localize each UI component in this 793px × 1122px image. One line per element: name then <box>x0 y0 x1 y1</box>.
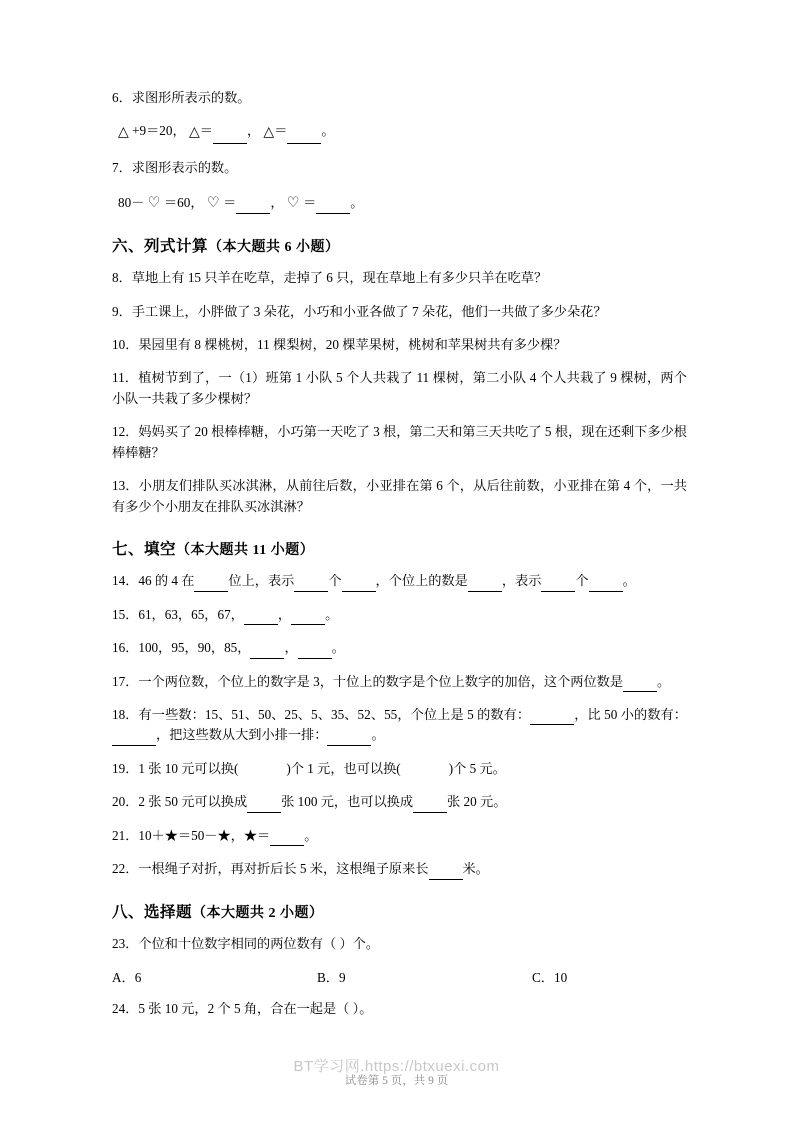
answer-blank[interactable] <box>244 612 278 626</box>
question-15-p1: 15．61，63，65，67， <box>112 606 244 622</box>
question-6-number: 6． <box>112 90 132 105</box>
answer-blank[interactable] <box>429 866 463 880</box>
question-18-p4: 。 <box>371 727 385 743</box>
answer-blank[interactable] <box>247 799 281 813</box>
question-20-p2: 张 100 元，也可以换成 <box>281 794 414 810</box>
question-8: 8．草地上有 15 只羊在吃草，走掉了 6 只，现在草地上有多少只羊在吃草？ <box>112 270 548 286</box>
question-14-p7: 。 <box>622 573 636 589</box>
question-7-expr-e: ＝ <box>303 194 317 210</box>
heart-icon: ♡ <box>147 194 161 211</box>
document-content <box>112 88 687 1033</box>
question-23-options <box>112 967 687 986</box>
heart-icon: ♡ <box>206 194 220 211</box>
question-6-text: 求图形所表示的数。 <box>131 90 251 105</box>
answer-blank[interactable] <box>194 578 228 592</box>
question-19-p2: )个 1 元，也可以换( <box>286 760 401 776</box>
answer-blank[interactable] <box>294 578 328 592</box>
question-20 <box>112 792 687 812</box>
option-c[interactable]: C．10 <box>532 970 568 986</box>
question-23: 23．个位和十位数字相同的两位数有（ ）个。 <box>112 935 380 951</box>
question-14-p1: 14．46 的 4 在 <box>112 573 195 589</box>
question-20-p3: 张 20 元。 <box>447 794 507 810</box>
question-6-expr-e: 。 <box>321 123 335 139</box>
question-6-expr-c: ， <box>246 123 261 139</box>
question-16-p3: 。 <box>331 640 345 656</box>
question-19-p1: 19．1 张 10 元可以换( <box>112 760 239 776</box>
answer-blank[interactable] <box>213 131 247 145</box>
answer-blank[interactable] <box>623 678 657 692</box>
answer-blank[interactable] <box>589 578 623 592</box>
answer-blank[interactable] <box>342 578 376 592</box>
answer-blank[interactable] <box>250 645 284 659</box>
question-14 <box>112 571 687 591</box>
section-heading-7 <box>112 537 687 559</box>
section-heading-6 <box>112 234 687 256</box>
answer-blank[interactable] <box>468 578 502 592</box>
question-7 <box>112 158 687 178</box>
question-6-expr-a: +9＝20， <box>132 123 186 139</box>
triangle-icon: △ <box>118 125 129 141</box>
question-7-expression <box>112 192 687 214</box>
question-20-p1: 20．2 张 50 元可以换成 <box>112 794 248 810</box>
question-15-p2: ， <box>277 606 292 622</box>
question-6-expr-b: ＝ <box>199 123 213 139</box>
question-14-p3: 个 <box>328 573 342 589</box>
question-14-p5: ，表示 <box>501 573 542 589</box>
section-7-count: （本大题共 11 小题） <box>176 543 315 559</box>
question-16-p1: 16．100，95，90，85， <box>112 640 251 656</box>
question-21 <box>112 826 687 846</box>
question-11: 11．植树节到了，一（1）班第 1 小队 5 个人共栽了 11 棵树，第二小队 4 个人共栽了 9 棵树，两个小队一共栽了多少棵树？ <box>112 370 687 406</box>
question-16-p2: ， <box>284 640 298 656</box>
question-13: 13．小朋友们排队买冰淇淋，从前往后数，小亚排在第 6 个，从后往前数，小亚排在第 4 个，一共有多少个小朋友在排队买冰淇淋？ <box>112 478 687 514</box>
answer-blank[interactable] <box>413 799 447 813</box>
question-22-p1: 22．一根绳子对折，再对折后长 5 米，这根绳子原来长 <box>112 861 429 877</box>
question-14-p4: ，个位上的数是 <box>375 573 468 589</box>
question-7-expr-c: ＝ <box>223 194 237 210</box>
option-b[interactable]: B．9 <box>317 970 346 986</box>
question-18-p3: ，把这些数从大到小排一排： <box>156 727 328 743</box>
question-14-p6: 个 <box>575 573 589 589</box>
question-22-p2: 米。 <box>462 861 489 877</box>
question-15 <box>112 605 687 625</box>
triangle-icon: △ <box>188 125 200 141</box>
question-7-text: 求图形表示的数。 <box>131 160 238 176</box>
page-footer: 试卷第 5 页，共 9 页 <box>344 1075 449 1087</box>
answer-blank[interactable] <box>112 732 156 746</box>
section-8-title: 八、选择题 <box>112 903 193 921</box>
answer-blank[interactable] <box>236 201 270 215</box>
section-6-title: 六、列式计算 <box>112 238 209 256</box>
answer-blank[interactable] <box>541 578 575 592</box>
section-8-count: （本大题共 2 小题） <box>192 905 324 921</box>
answer-blank[interactable] <box>291 612 325 626</box>
heart-icon: ♡ <box>286 194 300 211</box>
question-17-p2: 。 <box>657 673 671 689</box>
question-9: 9．手工课上，小胖做了 3 朵花，小巧和小亚各做了 7 朵花，他们一共做了多少朵花？ <box>112 303 607 319</box>
question-22 <box>112 859 687 879</box>
question-16 <box>112 638 687 658</box>
question-6-expression <box>112 121 687 144</box>
option-a[interactable]: A．6 <box>112 970 142 986</box>
question-18-p2: ，比 50 小的数有： <box>574 706 687 722</box>
question-10: 10．果园里有 8 棵桃树，11 棵梨树，20 棵苹果树，桃树和苹果树共有多少棵？ <box>112 336 567 352</box>
question-15-p3: 。 <box>325 606 339 622</box>
answer-blank[interactable] <box>287 131 321 145</box>
answer-blank[interactable] <box>298 645 332 659</box>
question-12: 12．妈妈买了 20 根棒棒糖，小巧第一天吃了 3 根，第二天和第三天共吃了 5 根，现在还剩下多少根棒棒糖？ <box>112 424 687 460</box>
section-6-count: （本大题共 6 小题） <box>208 240 340 256</box>
question-18-p1: 18．有一些数：15、51、50、25、5、35、52、55，个位上是 5 的数有： <box>112 706 531 722</box>
question-19-p3: )个 5 元。 <box>448 760 506 776</box>
question-24: 24．5 张 10 元，2 个 5 角，合在一起是（ ）。 <box>112 1001 373 1017</box>
question-6-expr-d: ＝ <box>274 123 288 139</box>
question-7-number: 7． <box>112 160 132 176</box>
answer-blank[interactable] <box>530 712 574 726</box>
question-6 <box>112 88 687 108</box>
triangle-icon: △ <box>263 125 275 141</box>
question-21-p2: 。 <box>304 827 318 843</box>
answer-blank[interactable] <box>327 732 371 746</box>
section-7-title: 七、填空 <box>112 541 177 559</box>
question-7-expr-b: ＝60， <box>163 194 204 210</box>
watermark: BT学习网.https://btxuexi.com <box>293 1058 500 1075</box>
question-17-p1: 17．一个两位数，个位上的数字是 3，十位上的数字是个位上数字的加倍，这个两位数是 <box>112 673 624 689</box>
question-19 <box>112 759 687 779</box>
answer-blank[interactable] <box>316 201 350 215</box>
question-7-expr-f: 。 <box>350 194 364 210</box>
question-18 <box>112 705 687 746</box>
section-heading-8 <box>112 900 687 922</box>
question-7-expr-a: 80－ <box>118 194 145 210</box>
question-7-expr-d: ， <box>270 194 284 210</box>
answer-blank[interactable] <box>270 833 304 847</box>
question-21-p1: 21．10＋★＝50－★，★＝ <box>112 827 271 843</box>
question-17 <box>112 672 687 692</box>
question-14-p2: 位上，表示 <box>228 573 295 589</box>
